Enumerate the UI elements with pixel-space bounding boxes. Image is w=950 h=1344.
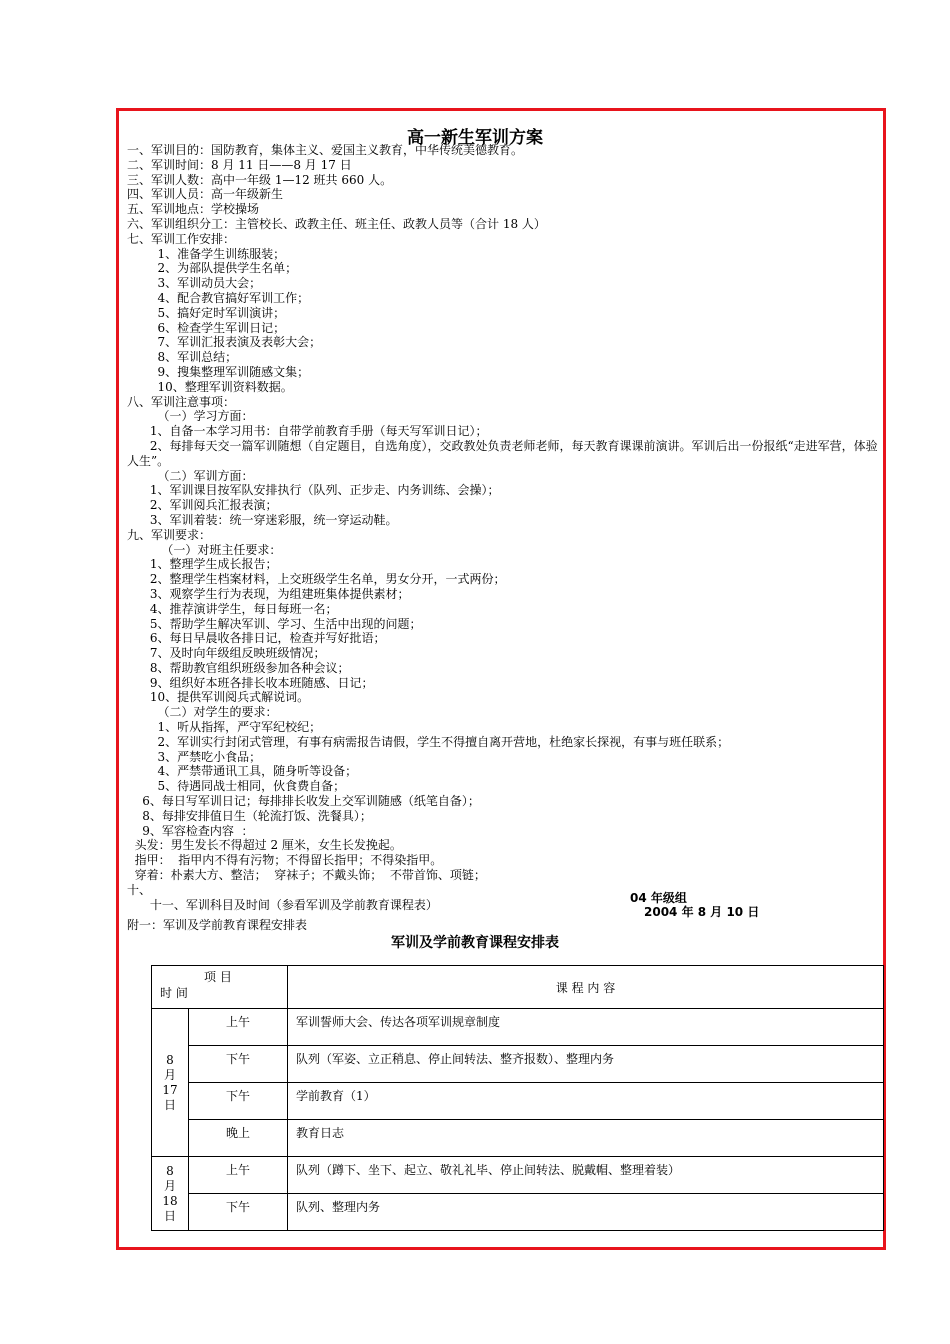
- plan-line: 十、: [127, 882, 152, 897]
- header-content-cell: 课 程 内 容: [288, 966, 884, 1009]
- content-cell: 教育日志: [288, 1120, 884, 1157]
- plan-line: 2、军训阅兵汇报表演；: [127, 498, 278, 513]
- plan-body: [127, 143, 887, 912]
- plan-line: 一、军训目的：国防教育，集体主义、爱国主义教育，中华传统美德教育。: [127, 143, 524, 157]
- period-cell: 上午: [189, 1157, 288, 1194]
- plan-line: 5、待遇同战士相同，伙食费自备；: [127, 779, 346, 794]
- date-part: 月: [163, 1067, 176, 1082]
- plan-line: 7、军训汇报表演及表彰大会；: [127, 335, 322, 350]
- plan-line: （一）学习方面：: [127, 409, 254, 424]
- plan-line: 4、配合教官搞好军训工作；: [127, 290, 310, 305]
- period-cell: 下午: [189, 1194, 288, 1231]
- period-cell: 下午: [189, 1046, 288, 1083]
- plan-line: 2、每排每天交一篇军训随想（自定题目，自选角度），交政教处负责老师老师，每天教育课课前演讲。军训后出一份报纸“走进军营，体验人生”。: [127, 438, 878, 468]
- content-cell: 军训誓师大会、传达各项军训规章制度: [288, 1009, 884, 1046]
- date-cell: [152, 1009, 189, 1157]
- plan-line: （二）军训方面：: [127, 468, 254, 483]
- plan-line: 8、每排安排值日生（轮流打饭、洗餐具）；: [127, 808, 372, 823]
- plan-line: 二、军训时间：8 月 11 日——8 月 17 日: [127, 157, 352, 172]
- plan-line: 1、听从指挥，严守军纪校纪；: [127, 720, 322, 735]
- signature-group: 04 年级组: [630, 891, 687, 905]
- date-cell: [152, 1157, 189, 1231]
- plan-line: 9、组织好本班各排长收本班随感、日记；: [127, 675, 374, 690]
- plan-line: 五、军训地点：学校操场: [127, 202, 260, 217]
- plan-line: 9、军容检查内容 ：: [127, 823, 254, 838]
- plan-line: 三、军训人数：高中一年级 1—12 班共 660 人。: [127, 172, 393, 187]
- plan-line: 穿着：朴素大方、整洁； 穿袜子；不戴头饰； 不带首饰、项链；: [127, 868, 486, 883]
- date-part: 8: [166, 1163, 174, 1178]
- period-cell: 下午: [189, 1083, 288, 1120]
- plan-line: 2、为部队提供学生名单；: [127, 261, 298, 276]
- header-item-label: 项 目: [204, 970, 232, 984]
- plan-line: 8、军训总结；: [127, 350, 238, 365]
- plan-line: 1、整理学生成长报告；: [127, 557, 278, 572]
- annex-label: 附一：军训及学前教育课程安排表: [127, 918, 308, 932]
- plan-line: 1、准备学生训练服装；: [127, 246, 286, 261]
- plan-line: 4、严禁带通讯工具，随身听等设备；: [127, 764, 358, 779]
- plan-line: 7、及时向年级组反映班级情况；: [127, 646, 326, 661]
- plan-line: 1、军训课目按军队安排执行（队列、正步走、内务训练、会操）；: [127, 483, 500, 498]
- schedule-table: [151, 965, 884, 1231]
- plan-line: 10、提供军训阅兵式解说词。: [127, 690, 310, 705]
- table-row: [152, 1083, 884, 1120]
- plan-line: 6、每日早晨收各排日记，检查并写好批语；: [127, 631, 386, 646]
- period-cell: 上午: [189, 1009, 288, 1046]
- plan-line: 10、整理军训资料数据。: [127, 379, 293, 394]
- table-row: [152, 1157, 884, 1194]
- table-row: [152, 1194, 884, 1231]
- schedule-title: 军训及学前教育课程安排表: [391, 935, 559, 951]
- plan-line: 3、军训着装：统一穿迷彩服，统一穿运动鞋。: [127, 512, 398, 527]
- plan-line: （一）对班主任要求：: [127, 542, 282, 557]
- plan-line: 5、帮助学生解决军训、学习、生活中出现的问题；: [127, 616, 422, 631]
- table-header-row: [152, 966, 884, 1009]
- plan-line: 8、帮助教官组织班级参加各种会议；: [127, 660, 350, 675]
- plan-line: 九、军训要求：: [127, 527, 212, 542]
- plan-line: 9、搜集整理军训随感文集；: [127, 364, 310, 379]
- plan-line: 6、每日写军训日记；每排排长收发上交军训随感（纸笔自备）；: [127, 794, 480, 809]
- table-row: [152, 1046, 884, 1083]
- plan-line: 七、军训工作安排：: [127, 231, 236, 246]
- plan-line: 6、检查学生军训日记；: [127, 320, 286, 335]
- plan-line: 2、整理学生档案材料，上交班级学生名单，男女分开，一式两份；: [127, 572, 506, 587]
- date-part: 日: [163, 1208, 176, 1223]
- date-part: 8: [166, 1052, 174, 1067]
- plan-line: （二）对学生的要求：: [127, 705, 278, 720]
- content-cell: 队列（蹲下、坐下、起立、敬礼礼毕、停止间转法、脱戴帽、整理着装）: [288, 1157, 884, 1194]
- content-cell: 队列（军姿、立正稍息、停止间转法、整齐报数）、整理内务: [288, 1046, 884, 1083]
- plan-line: 指甲： 指甲内不得有污物；不得留长指甲；不得染指甲。: [127, 853, 443, 868]
- date-part: 日: [163, 1097, 176, 1112]
- period-cell: 晚上: [189, 1120, 288, 1157]
- header-corner-cell: [152, 966, 288, 1009]
- content-cell: 队列、整理内务: [288, 1194, 884, 1231]
- plan-line: 5、搞好定时军训演讲；: [127, 305, 286, 320]
- plan-line: 十一、军训科目及时间（参看军训及学前教育课程表）: [127, 897, 438, 912]
- plan-line: 六、军训组织分工：主管校长、政教主任、班主任、政教人员等（合计 18 人）: [127, 216, 546, 231]
- date-part: 18: [162, 1193, 178, 1208]
- header-time-label: 时 间: [160, 986, 188, 1000]
- plan-line: 八、军训注意事项：: [127, 394, 236, 409]
- table-row: [152, 1009, 884, 1046]
- document-title: 高一新生军训方案: [407, 128, 543, 148]
- plan-line: 头发：男生发长不得超过 2 厘米，女生长发挽起。: [127, 838, 402, 853]
- plan-line: 3、观察学生行为表现，为组建班集体提供素材；: [127, 586, 410, 601]
- plan-line: 3、军训动员大会；: [127, 276, 262, 291]
- plan-line: 2、军训实行封闭式管理，有事有病需报告请假，学生不得擅自离开营地，杜绝家长探视，有事与班任联系；: [127, 734, 730, 749]
- plan-line: 1、自备一本学习用书：自带学前教育手册（每天写军训日记）；: [127, 424, 488, 439]
- date-part: 月: [163, 1178, 176, 1193]
- date-part: 17: [162, 1082, 178, 1097]
- plan-line: 3、严禁吃小食品；: [127, 749, 262, 764]
- plan-line: 4、推荐演讲学生，每日每班一名；: [127, 601, 338, 616]
- signature-date: 2004 年 8 月 10 日: [644, 905, 760, 919]
- content-cell: 学前教育（1）: [288, 1083, 884, 1120]
- plan-line: 四、军训人员：高一年级新生: [127, 187, 284, 202]
- table-row: [152, 1120, 884, 1157]
